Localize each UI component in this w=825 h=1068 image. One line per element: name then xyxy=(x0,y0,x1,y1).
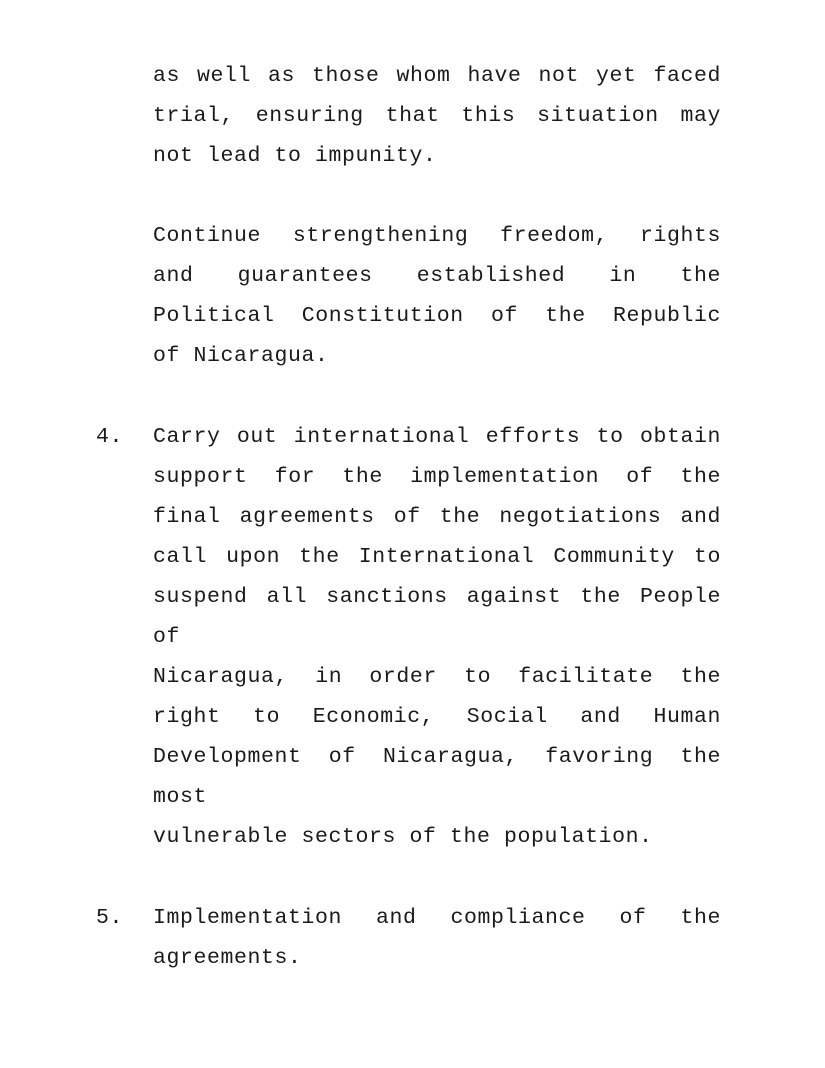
paragraph xyxy=(153,417,721,857)
list-item-text-column xyxy=(153,417,721,857)
text-line: trial, ensuring that this situation may xyxy=(153,104,721,128)
document-body xyxy=(96,56,721,978)
text-line: Continue strengthening freedom, rights xyxy=(153,224,721,248)
list-marker-4: 4. xyxy=(96,425,124,449)
paragraph-block xyxy=(96,216,721,376)
text-line: Carry out international efforts to obtain xyxy=(153,425,721,449)
paragraph-spacer xyxy=(96,176,721,216)
text-line: agreements. xyxy=(153,946,302,970)
list-marker-5: 5. xyxy=(96,906,124,930)
text-line: of Nicaragua. xyxy=(153,344,329,368)
text-line: right to Economic, Social and Human xyxy=(153,705,721,729)
text-line: Implementation and compliance of the xyxy=(153,906,721,930)
paragraph-block xyxy=(96,56,721,176)
list-item-text-column xyxy=(153,898,721,978)
paragraph-text-column xyxy=(153,216,721,376)
list-item-4 xyxy=(96,417,721,857)
text-line: support for the implementation of the xyxy=(153,465,721,489)
text-line: and guarantees established in the xyxy=(153,264,721,288)
paragraph xyxy=(153,898,721,978)
text-line: vulnerable sectors of the population. xyxy=(153,825,653,849)
paragraph xyxy=(153,216,721,376)
paragraph-text-column xyxy=(153,56,721,176)
text-line: suspend all sanctions against the People of xyxy=(153,585,721,649)
list-item-5 xyxy=(96,898,721,978)
list-item-spacer xyxy=(96,857,721,898)
list-item-spacer xyxy=(96,376,721,417)
text-line: Nicaragua, in order to facilitate the xyxy=(153,665,721,689)
text-line: Development of Nicaragua, favoring the most xyxy=(153,745,721,809)
text-line: call upon the International Community to xyxy=(153,545,721,569)
text-line: Political Constitution of the Republic xyxy=(153,304,721,328)
text-line: not lead to impunity. xyxy=(153,144,437,168)
text-line: final agreements of the negotiations and xyxy=(153,505,721,529)
text-line: as well as those whom have not yet faced xyxy=(153,64,721,88)
paragraph xyxy=(153,56,721,176)
